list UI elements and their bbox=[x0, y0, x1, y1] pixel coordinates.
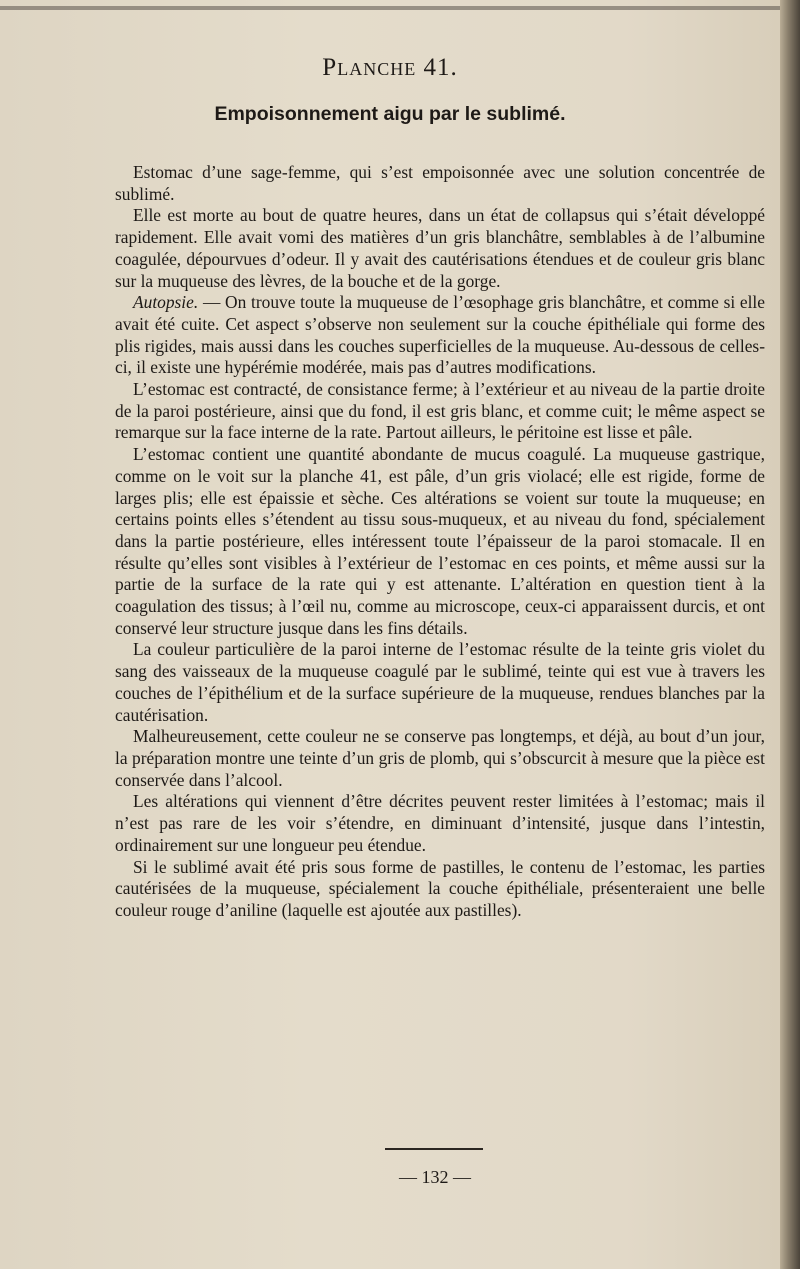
paragraph: L’estomac contient une quantité abondante de mucus coagulé. La muqueuse gastrique, comme on le voit sur la planche 41, est pâle, d’un gris violacé; elle est rigide, forme de larges plis; elle est épaissie et sèche. Ces altérations se voient sur toute la muqueuse; en certains points elles s’étendent au tissu sous-muqueux, et au niveau du fond, spécialement dans la partie postérieure, elles intéressent toute l’épaisseur de la paroi stomacale. Il en résulte qu’elles sont visibles à l’extérieur de l’estomac en ces points, et même aussi sur la partie de la surface de la rate qui y est attenante. L’altération en question tient à la coagulation des tissus; à l’œil nu, comme au microscope, ceux-ci apparaissent durcis, et ont conservé leur structure jusque dans les fins détails. bbox=[115, 444, 765, 638]
paragraph-text: — On trouve toute la muqueuse de l’œsophage gris blanchâtre, et comme si elle avait été cuite. Cet aspect s’observe non seulement sur la couche épithéliale qui forme des plis rigides, mais aussi dans les couches superficielles de la muqueuse. Au-dessous de celles-ci, il existe une hypérémie modérée, mais pas d’autres modifications. bbox=[115, 292, 765, 378]
autopsie-label: Autopsie. bbox=[133, 292, 199, 313]
paragraph-autopsie bbox=[115, 292, 765, 379]
top-rule bbox=[0, 6, 780, 10]
paragraph: Elle est morte au bout de quatre heures, dans un état de collapsus qui s’était développé rapidement. Elle avait vomi des matières d’un gris blanchâtre, semblables à de l’albumine coagulée, dépourvues d’odeur. Il y avait des cautérisations étendues et de couleur gris blanc sur la muqueuse des lèvres, de la bouche et de la gorge. bbox=[115, 205, 765, 291]
paragraph: La couleur particulière de la paroi interne de l’estomac résulte de la teinte gris violet du sang des vaisseaux de la muqueuse coagulé par le sublimé, teinte qui est vue à travers les couches de l’épithélium et de la surface supérieure de la muqueuse, rendues blanches par la cautérisation. bbox=[115, 639, 765, 725]
paragraph: Estomac d’une sage-femme, qui s’est empoisonnée avec une solution concentrée de sublimé. bbox=[115, 162, 765, 204]
page-subtitle: Empoisonnement aigu par le sublimé. bbox=[214, 103, 566, 125]
paragraph: Malheureusement, cette couleur ne se conserve pas longtemps, et déjà, au bout d’un jour, la préparation montre une teinte d’un gris de plomb, qui s’obscurcit à mesure que la pièce est conservée dans l’alcool. bbox=[115, 726, 765, 790]
paragraph: L’estomac est contracté, de consistance ferme; à l’extérieur et au niveau de la partie droite de la paroi postérieure, ainsi que du fond, il est gris blanc, et comme cuit; le même aspect se remarque sur la face interne de la rate. Partout ailleurs, le péritoine est lisse et pâle. bbox=[115, 379, 765, 443]
body-text bbox=[115, 162, 765, 922]
page-number: — 132 — bbox=[399, 1167, 471, 1187]
plate-title: Planche 41. bbox=[322, 54, 458, 81]
footer-rule bbox=[385, 1148, 483, 1150]
paragraph: Les altérations qui viennent d’être décrites peuvent rester limitées à l’estomac; mais il n’est pas rare de les voir s’étendre, en diminuant d’intensité, jusque dans l’intestin, ordinairement sur une longueur peu étendue. bbox=[115, 791, 765, 855]
book-edge bbox=[780, 0, 800, 1269]
paragraph: Si le sublimé avait été pris sous forme de pastilles, le contenu de l’estomac, les parties cautérisées de la muqueuse, spécialement la couche épithéliale, présenteraient une belle couleur rouge d’aniline (laquelle est ajoutée aux pastilles). bbox=[115, 856, 765, 920]
